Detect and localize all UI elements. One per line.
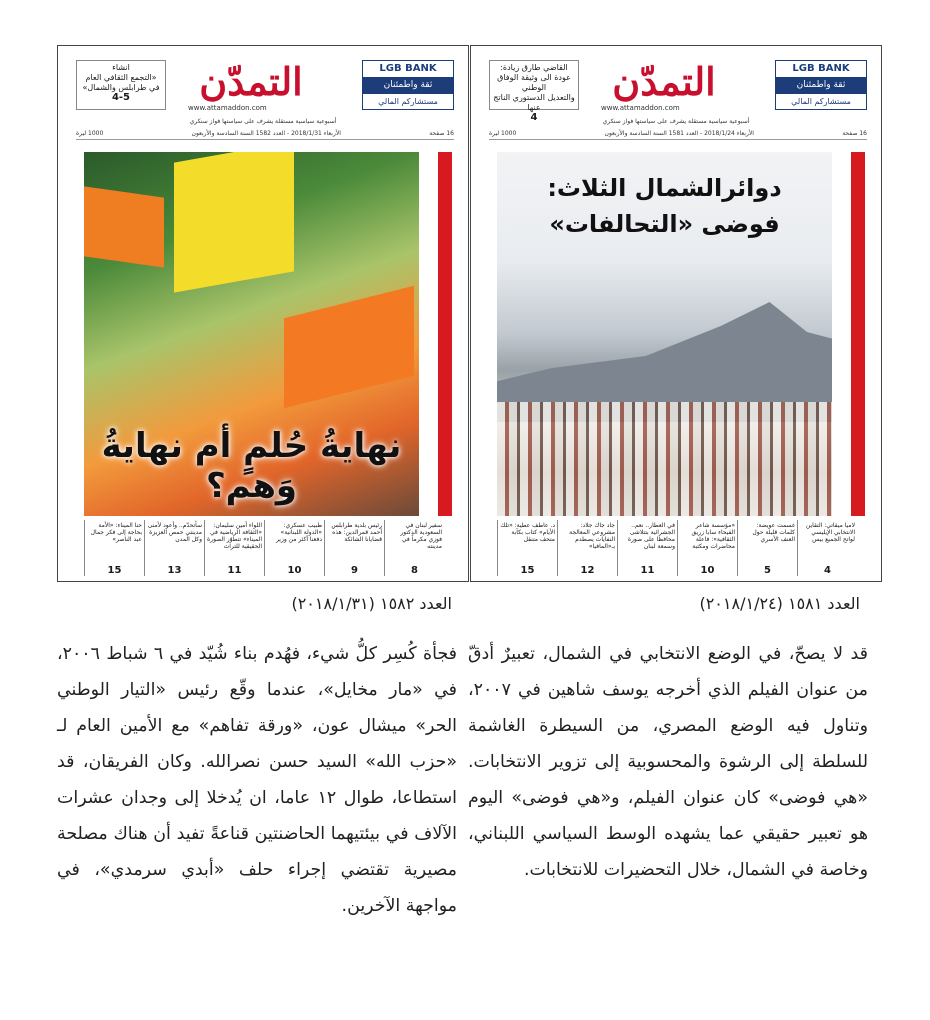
promo-line: القاضي طارق زيادة: xyxy=(500,63,568,72)
teaser: د. عاطف عطية: «تلك الأيام» كتاب بكآبة متحف متنقل 15 xyxy=(497,520,557,576)
promo-line: عودة الى وثيقة الوفاق الوطني xyxy=(497,73,571,92)
bank-slogan: ثقة واطمئنان xyxy=(776,77,866,94)
bank-slogan: ثقة واطمئنان xyxy=(363,77,453,94)
promo-line: انشاء xyxy=(112,63,130,72)
promo-box xyxy=(489,60,579,123)
teaser: غسمت عويضة: كلمات قليلة حول العنف الأسري 5 xyxy=(737,520,797,576)
promo-page: 4 xyxy=(530,112,538,123)
teaser-strip xyxy=(84,520,444,576)
page-count: 16 صفحة xyxy=(429,130,454,137)
teaser: جاد جاك جلاد: مشروعي المعالجة النفايات يصطدم بـ«المافيا» 12 xyxy=(557,520,617,576)
teaser: في العطار.. نعم.. الجشرائية بتتلاشى محافظا على صورة وسمعة لبنان 11 xyxy=(617,520,677,576)
cover-headline: نهايةُ حُلمٍ أم نهايةُ وَهم؟ xyxy=(101,426,402,506)
headline-line: فوضى «التحالفات» xyxy=(549,210,780,238)
orange-flag xyxy=(284,286,414,408)
teaser-page: 15 xyxy=(520,565,535,576)
promo-page: 4-5 xyxy=(111,92,131,103)
page-count: 16 صفحة xyxy=(842,130,867,137)
cover-headline xyxy=(497,170,832,242)
headline-line: دوائرالشمال الثلاث: xyxy=(547,174,782,202)
article-column-right: قد لا يصحّ، في الوضع الانتخابي في الشمال، تعبيرٌ أدقّ من عنوان الفيلم الذي أخرجه يوسف شاهين في ٢٠٠٧، وتناول فيه الوضع المصري، من السيطرة الغاشمة للسلطة إلى الرشوة والمحسوبية إلى تزوير الانتخابات. «هي فوضى» كان عنوان الفيلم، و«هي فوضى» اليوم هو تعبير حقيقي عما يشهده الوسط السياسي اللبناني، وخاصة في الشمال، خلال التحضيرات للانتخابات. xyxy=(468,644,868,880)
promo-line: والتعديل الدستوري الناتج عنها xyxy=(493,93,575,112)
article-column-left: فجأة كُسِر كلُّ شيء، فهُدم بناء شُيّد في ٦ شباط ٢٠٠٦، في «مار مخايل»، عندما وقّع رئيس «التيار الوطني الحر» ميشال عون، «ورقة تفاهم» مع الأمين العام لـ «حزب الله» السيد حسن نصرالله. وكان الفريقان، قد استطاعا، طوال ١٢ عاما، ان يُدخلا إلى وجدان عشرات الآلاف في بيئتيهما الحاضنتين قناعةً تفيد أن هناك مصلحة مصيرية تقتضي إجراء حلف «أبدي سرمدي»، في مواجهة الآخرين. xyxy=(57,644,457,916)
red-side-bar xyxy=(851,152,865,516)
caption-issue-1582: العدد ١٥٨٢ (٢٠١٨/١/٣١) xyxy=(291,594,452,613)
issue-info: الأربعاء 2018/1/24 - العدد 1581 السنة السادسة والأربعون xyxy=(604,130,754,137)
teaser-page: 15 xyxy=(107,565,122,576)
teaser-page: 8 xyxy=(411,565,418,576)
orange-flag xyxy=(84,186,164,267)
teaser-page: 12 xyxy=(580,565,595,576)
bank-ad xyxy=(775,60,867,110)
issue-info: الأربعاء 2018/1/31 - العدد 1582 السنة السادسة والأربعون xyxy=(191,130,341,137)
teaser-page: 11 xyxy=(227,565,242,576)
bank-name: LGB BANK xyxy=(776,61,866,77)
teaser-page: 10 xyxy=(287,565,302,576)
bank-advisor: مستشاركم المالي xyxy=(791,97,851,106)
cover-photo-rally xyxy=(84,152,419,516)
promo-line: في طرابلس والشمال» xyxy=(82,83,160,92)
price: 1000 ليرة xyxy=(76,130,104,137)
teaser: حنا الميناء: «الأمة بحاجة إلى فكر جمال عبد الناصر» 15 xyxy=(84,520,144,576)
red-side-bar xyxy=(438,152,452,516)
teaser-page: 10 xyxy=(700,565,715,576)
teaser-strip xyxy=(497,520,857,576)
teaser-page: 9 xyxy=(351,565,358,576)
teaser-page: 4 xyxy=(824,565,831,576)
newspaper-url: www.attamaddon.com xyxy=(188,104,267,112)
teaser: سأتحدّم.. وأعود لأمنى مدينتي حمص العزيزة وكل المدن 13 xyxy=(144,520,204,576)
promo-box xyxy=(76,60,166,110)
tagline: أسبوعية سياسية مستقلة يشرف على سياستها فواز سنكري xyxy=(602,118,750,125)
bank-name: LGB BANK xyxy=(363,61,453,77)
teaser-page: 13 xyxy=(167,565,182,576)
bank-advisor: مستشاركم المالي xyxy=(378,97,438,106)
teaser: رئيس بلدية طرابلس أحمد قمرالدين: هذه قضايانا الشائكة 9 xyxy=(324,520,384,576)
teaser: طبيب عسكري: «الدولة اللبنانية» دفعنا أكثر من وزير 10 xyxy=(264,520,324,576)
cover-page-issue-1582 xyxy=(57,45,469,582)
issue-line xyxy=(76,130,454,140)
tagline: أسبوعية سياسية مستقلة يشرف على سياستها فواز سنكري xyxy=(189,118,337,125)
snowy-town xyxy=(497,402,832,516)
bank-ad xyxy=(362,60,454,110)
teaser: اللواء أمين سليمان: «الثقافة الرياضية في الميناء» تتطوّر الصورة الحقيقية للتراث 11 xyxy=(204,520,264,576)
issue-line xyxy=(489,130,867,140)
newspaper-logo: التمدّن xyxy=(199,59,303,104)
yellow-flag xyxy=(174,152,294,293)
price: 1000 ليرة xyxy=(489,130,517,137)
newspaper-logo: التمدّن xyxy=(612,59,716,104)
cover-photo-snowy-mountain xyxy=(497,152,832,516)
caption-issue-1581: العدد ١٥٨١ (٢٠١٨/١/٢٤) xyxy=(699,594,860,613)
teaser: «مؤسسة شاعر الفيحاء سابا زريق الثقافية»: فاعلة محاضرات ومكتبة 10 xyxy=(677,520,737,576)
teaser-page: 5 xyxy=(764,565,771,576)
cover-page-issue-1581 xyxy=(470,45,882,582)
teaser-page: 11 xyxy=(640,565,655,576)
teaser: لاميا ميقاتي: التقاين الانتخابي الإيليسي لواتح الجميع بيس 4 xyxy=(797,520,857,576)
promo-line: «التجمع الثقافي العام xyxy=(85,73,157,82)
newspaper-url: www.attamaddon.com xyxy=(601,104,680,112)
masthead xyxy=(76,60,454,115)
teaser: سفير لبنان في السعودية الدكتور فوزي مكرماً في مدينته 8 xyxy=(384,520,444,576)
